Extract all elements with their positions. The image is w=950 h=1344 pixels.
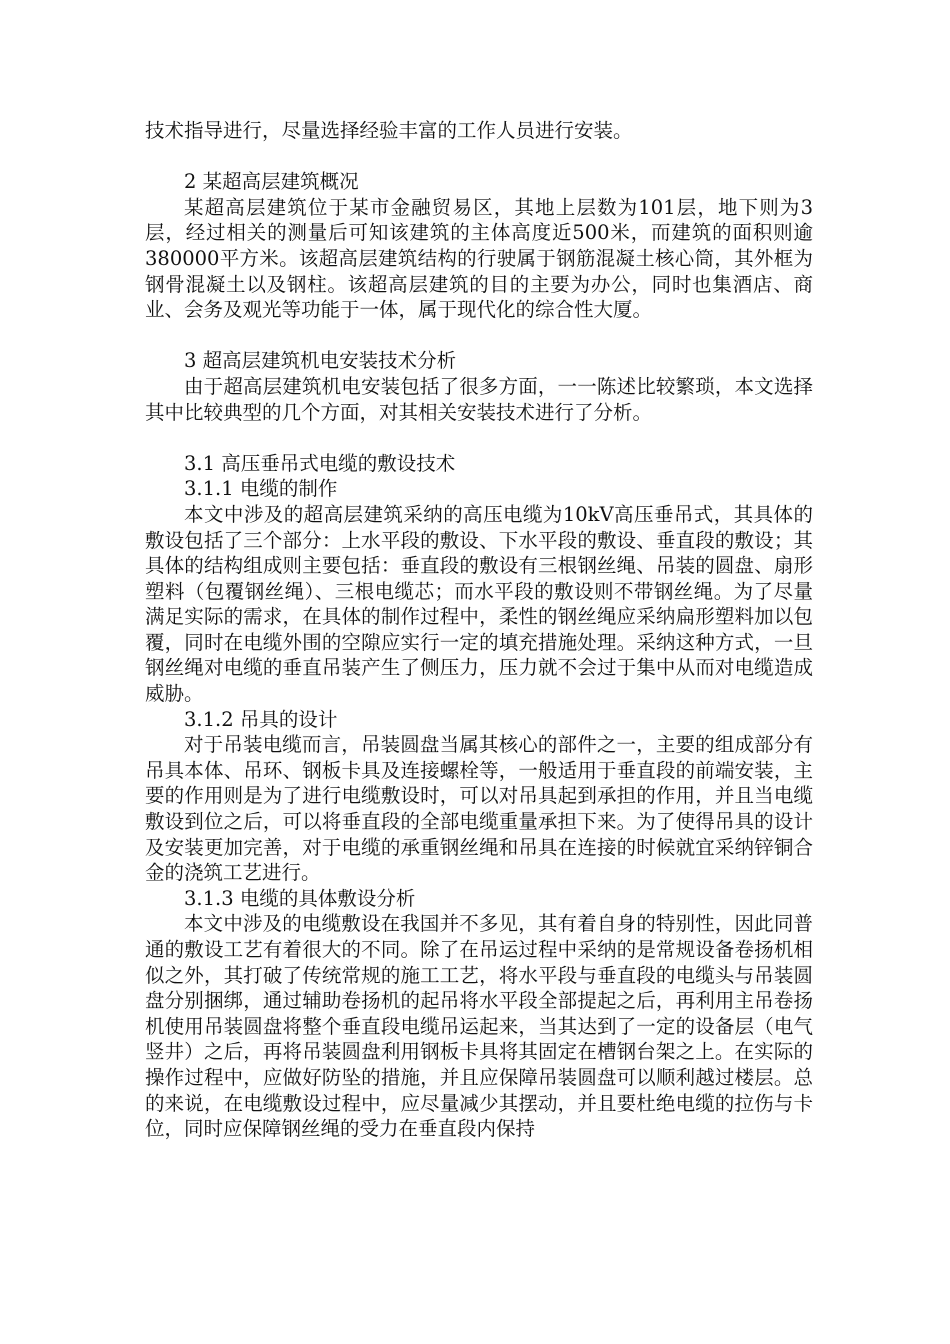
section-3-paragraph: 由于超高层建筑机电安装包括了很多方面，一一陈述比较繁琐，本文选择其中比较典型的几个方面，对其相关安装技术进行了分析。 [145, 374, 813, 424]
section-3-1-2-paragraph: 对于吊装电缆而言，吊装圆盘当属其核心的部件之一，主要的组成部分有吊具本体、吊环、钢板卡具及连接螺栓等，一般适用于垂直段的前端安装，主要的作用则是为了进行电缆敷设时，可以对吊具起到承担的作用，并且当电缆敷设到位之后，可以将垂直段的全部电缆重量承担下来。为了使得吊具的设计及安装更加完善，对于电缆的承重钢丝绳和吊具在连接的时候就宜采纳锌铜合金的浇筑工艺进行。 [145, 733, 813, 885]
section-3-1-heading: 3.1 高压垂吊式电缆的敷设技术 [184, 451, 456, 475]
section-3-1-3-paragraph: 本文中涉及的电缆敷设在我国并不多见，其有着自身的特别性，因此同普通的敷设工艺有着很大的不同。除了在吊运过程中采纳的是常规设备卷扬机相似之外，其打破了传统常规的施工工艺，将水平段与垂直段的电缆头与吊装圆盘分别捆绑，通过辅助卷扬机的起吊将水平段全部提起之后，再利用主吊卷扬机使用吊装圆盘将整个垂直段电缆吊运起来，当其达到了一定的设备层（电气竖井）之后，再将吊装圆盘利用钢板卡具将其固定在槽钢台架之上。在实际的操作过程中，应做好防坠的措施，并且应保障吊装圆盘可以顺利越过楼层。总的来说，在电缆敷设过程中，应尽量减少其摆动，并且要杜绝电缆的拉伤与卡位，同时应保障钢丝绳的受力在垂直段内保持 [145, 912, 813, 1141]
section-3-1-3-heading: 3.1.3 电缆的具体敷设分析 [184, 886, 416, 910]
section-3-1-2-heading: 3.1.2 吊具的设计 [184, 707, 338, 731]
section-2-heading: 2 某超高层建筑概况 [184, 170, 359, 194]
spacer [145, 323, 813, 349]
section-3-1-1-heading: 3.1.1 电缆的制作 [184, 477, 338, 501]
section-3-1-1-paragraph: 本文中涉及的超高层建筑采纳的高压电缆为10kV高压垂吊式，其具体的敷设包括了三个部分：上水平段的敷设、下水平段的敷设、垂直段的敷设；其具体的结构组成则主要包括：垂直段的敷设有三根钢丝绳、吊装的圆盘、扇形塑料（包覆钢丝绳）、三根电缆芯；而水平段的敷设则不带钢丝绳。为了尽量满足实际的需求，在具体的制作过程中，柔性的钢丝绳应采纳扁形塑料加以包覆，同时在电缆外围的空隙应实行一定的填充措施处理。采纳这种方式，一旦钢丝绳对电缆的垂直吊装产生了侧压力，压力就不会过于集中从而对电缆造成威胁。 [145, 502, 813, 706]
spacer [145, 144, 813, 170]
section-2-paragraph: 某超高层建筑位于某市金融贸易区，其地上层数为101层，地下则为3层，经过相关的测量后可知该建筑的主体高度近500米，而建筑的面积则逾380000平方米。该超高层建筑结构的行驶属于钢筋混凝土核心筒，其外框为钢骨混凝土以及钢柱。该超高层建筑的目的主要为办公，同时也集酒店、商业、会务及观光等功能于一体，属于现代化的综合性大厦。 [145, 195, 813, 322]
section-3-heading: 3 超高层建筑机电安装技术分析 [184, 349, 457, 373]
document-page [145, 118, 813, 1142]
spacer [145, 425, 813, 451]
intro-tail-paragraph: 技术指导进行，尽量选择经验丰富的工作人员进行安装。 [145, 119, 633, 142]
